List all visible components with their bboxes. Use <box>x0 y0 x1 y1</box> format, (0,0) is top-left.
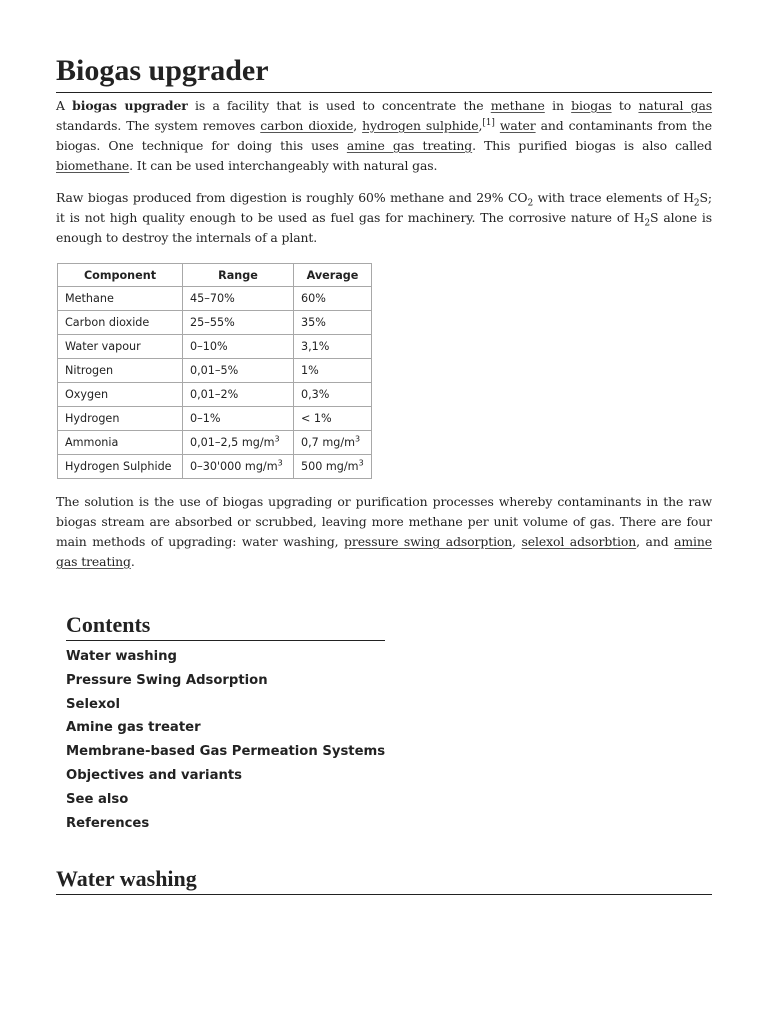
composition-paragraph: Raw biogas produced from digestion is roughly 60% methane and 29% $CO_2$ with trace elements of $H_2S$; it is not high quality enough to be used as fuel gas for machinery. The corrosive nature of $H_2S$ alone is enough to destroy the internals of a plant. <box>56 190 713 245</box>
table-header-row <box>58 264 372 287</box>
table-row <box>58 455 372 479</box>
link-amine-gas-treating-2[interactable]: amine gas treating <box>56 534 712 569</box>
table-row <box>58 311 372 335</box>
intro-paragraph: A biogas upgrader is a facility that is used to concentrate the methane in biogas to natural gas standards. The system removes carbon dioxide, hydrogen sulphide,[1] water and contaminants from the biogas. One technique for doing this uses amine gas treating. This purified biogas is also called biomethane. It can be used interchangeably with natural gas. <box>56 98 713 173</box>
table-cell: Hydrogen Sulphide <box>58 455 183 479</box>
table-cell: 45–70% <box>183 287 294 311</box>
link-natural-gas[interactable]: natural gas <box>638 98 713 113</box>
table-of-contents <box>66 645 385 835</box>
table-cell: 3,1% <box>294 335 372 359</box>
table-cell: 0,01–5% <box>183 359 294 383</box>
link-selexol-adsorbtion[interactable]: selexol adsorbtion <box>521 534 637 549</box>
table-cell: 0,01–2% <box>183 383 294 407</box>
toc-item-see-also[interactable]: See also <box>66 791 129 807</box>
upgrading-methods-paragraph: The solution is the use of biogas upgrading or purification processes whereby contaminants in the raw biogas stream are absorbed or scrubbed, leaving more methane per unit volume of gas. There are four main methods of upgrading: water washing, pressure swing adsorption, selexol adsorbtion, and amine gas treating. <box>56 494 712 569</box>
table-cell: 25–55% <box>183 311 294 335</box>
toc-item-objectives-and-variants[interactable]: Objectives and variants <box>66 767 243 783</box>
page-title: Biogas upgrader <box>56 52 712 93</box>
table-cell: Ammonia <box>58 431 183 455</box>
bold-term: biogas upgrader <box>72 98 188 113</box>
table-cell: Oxygen <box>58 383 183 407</box>
link-water[interactable]: water <box>499 118 536 133</box>
link-carbon-dioxide[interactable]: carbon dioxide <box>260 118 354 133</box>
table-cell: Carbon dioxide <box>58 311 183 335</box>
biogas-composition-table <box>57 263 372 479</box>
contents-title: Contents <box>66 610 385 641</box>
table-cell: 0,3% <box>294 383 372 407</box>
table-cell: 0,01–2,5 $mg/m^3$ <box>183 431 294 455</box>
table-cell: 60% <box>294 287 372 311</box>
table-cell: 0–30'000 $mg/m^3$ <box>183 455 294 479</box>
table-cell: Hydrogen <box>58 407 183 431</box>
table-cell: 0,7 $mg/m^3$ <box>294 431 372 455</box>
toc-item-amine-gas-treater[interactable]: Amine gas treater <box>66 720 201 736</box>
toc-item-selexol[interactable]: Selexol <box>66 696 120 712</box>
table-row <box>58 359 372 383</box>
link-hydrogen-sulphide[interactable]: hydrogen sulphide <box>362 118 479 133</box>
table-row <box>58 335 372 359</box>
link-methane[interactable]: methane <box>490 98 545 113</box>
table-cell: Methane <box>58 287 183 311</box>
link-pressure-swing-adsorption[interactable]: pressure swing adsorption <box>344 534 513 549</box>
table-cell: 0–10% <box>183 335 294 359</box>
table-cell: 1% <box>294 359 372 383</box>
table-row <box>58 383 372 407</box>
toc-item-water-washing[interactable]: Water washing <box>66 649 177 664</box>
link-amine-gas-treating[interactable]: amine gas treating <box>346 138 473 153</box>
toc-item-pressure-swing-adsorption[interactable]: Pressure Swing Adsorption <box>66 672 268 688</box>
table-cell: < 1% <box>294 407 372 431</box>
table-cell: Water vapour <box>58 335 183 359</box>
column-header-average: Average <box>294 264 372 287</box>
table-row <box>58 431 372 455</box>
table-row <box>58 407 372 431</box>
toc-item-membrane-systems[interactable]: Membrane-based Gas Permeation Systems <box>66 744 386 760</box>
link-biogas[interactable]: biogas <box>571 98 612 113</box>
table-cell: 35% <box>294 311 372 335</box>
table-cell: 0–1% <box>183 407 294 431</box>
column-header-component: Component <box>58 264 183 287</box>
toc-item-references[interactable]: References <box>66 815 150 831</box>
table-cell: Nitrogen <box>58 359 183 383</box>
section-heading-water-washing: Water washing <box>56 864 712 895</box>
table-row <box>58 287 372 311</box>
reference-1[interactable]: [1] <box>482 117 495 128</box>
column-header-range: Range <box>183 264 294 287</box>
table-cell: 500 $mg/m^3$ <box>294 455 372 479</box>
link-biomethane[interactable]: biomethane <box>56 158 130 173</box>
